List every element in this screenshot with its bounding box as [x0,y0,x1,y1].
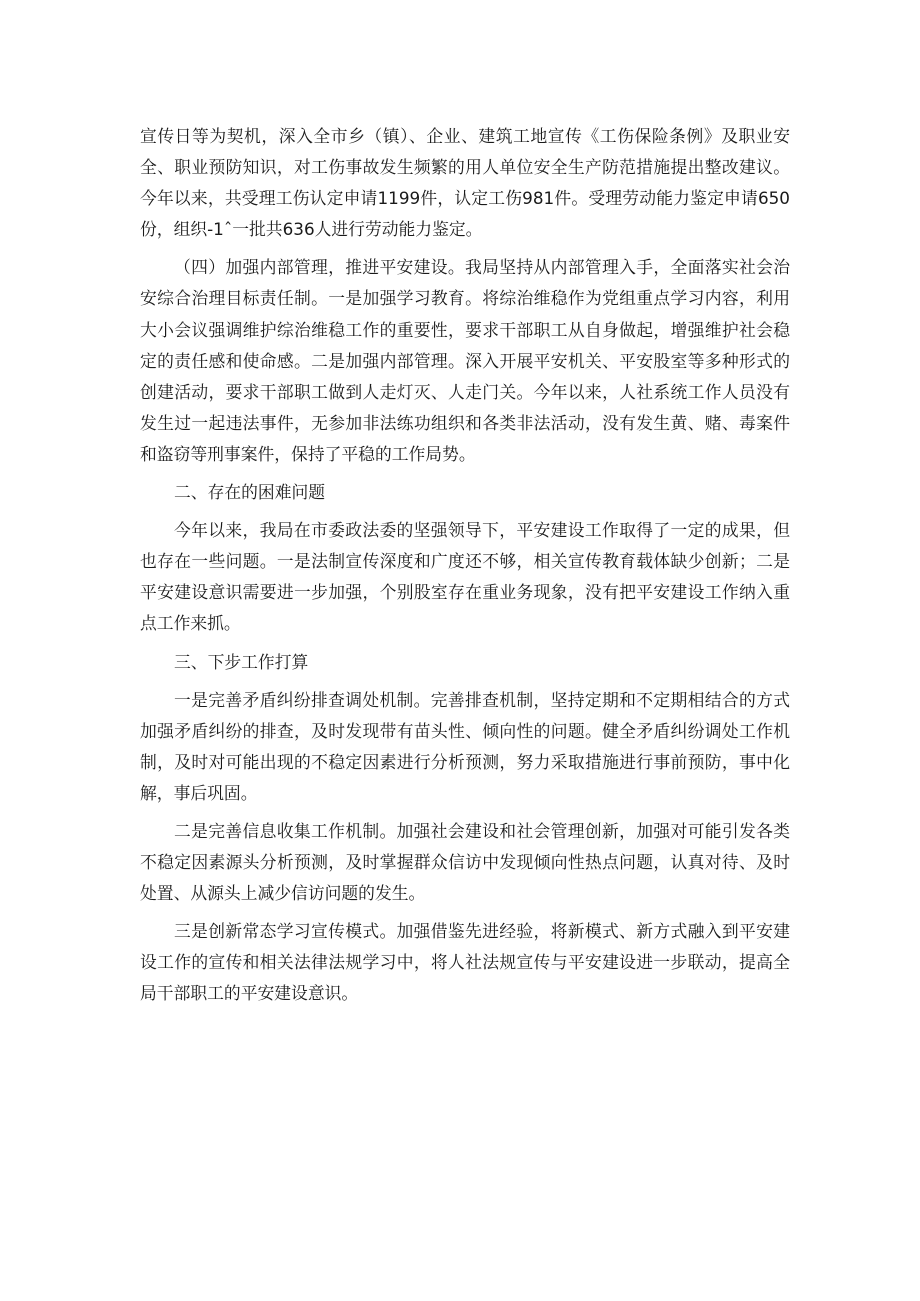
paragraph-next-step-2: 二是完善信息收集工作机制。加强社会建设和社会管理创新，加强对可能引发各类不稳定因素源头分析预测，及时掌握群众信访中发现倾向性热点问题，认真对待、及时处置、从源头上减少信访问题的发生。 [140,820,790,904]
paragraph-section-4-internal-management: （四）加强内部管理，推进平安建设。我局坚持从内部管理入手，全面落实社会治安综合治理目标责任制。一是加强学习教育。将综治维稳作为党组重点学习内容，利用大小会议强调维护综治维稳工作的重要性，要求干部职工从自身做起，增强维护社会稳定的责任感和使命感。二是加强内部管理。深入开展平安机关、平安股室等多种形式的创建活动，要求干部职工做到人走灯灭、人走门关。今年以来，人社系统工作人员没有发生过一起违法事件，无参加非法练功组织和各类非法活动，没有发生黄、赌、毒案件和盗窃等刑事案件，保持了平稳的工作局势。 [140,257,790,464]
heading-difficulties: 二、存在的困难问题 [174,482,326,503]
paragraph-next-step-1: 一是完善矛盾纠纷排查调处机制。完善排查机制，坚持定期和不定期相结合的方式加强矛盾纠纷的排查，及时发现带有苗头性、倾向性的问题。健全矛盾纠纷调处工作机制，及时对可能出现的不稳定因素进行分析预测，努力采取措施进行事前预防，事中化解，事后巩固。 [140,689,790,803]
paragraph-difficulties: 今年以来，我局在市委政法委的坚强领导下，平安建设工作取得了一定的成果，但也存在一些问题。一是法制宣传深度和广度还不够，相关宣传教育载体缺少创新；二是平安建设意识需要进一步加强，个别股室存在重业务现象，没有把平安建设工作纳入重点工作来抓。 [140,520,790,634]
paragraph-next-step-3: 三是创新常态学习宣传模式。加强借鉴先进经验，将新模式、新方式融入到平安建设工作的宣传和相关法律法规学习中，将人社法规宣传与平安建设进一步联动，提高全局干部职工的平安建设意识。 [140,921,790,1004]
heading-next-steps: 三、下步工作打算 [174,651,309,672]
document-body [140,121,790,1017]
paragraph-intro-continuation: 宣传日等为契机，深入全市乡（镇）、企业、建筑工地宣传《工伤保险条例》及职业安全、职业预防知识，对工伤事故发生频繁的用人单位安全生产防范措施提出整改建议。今年以来，共受理工伤认定申请1199件，认定工伤981件。受理劳动能力鉴定申请650份，组织-1ˆ一批共636人进行劳动能力鉴定。 [140,126,790,240]
